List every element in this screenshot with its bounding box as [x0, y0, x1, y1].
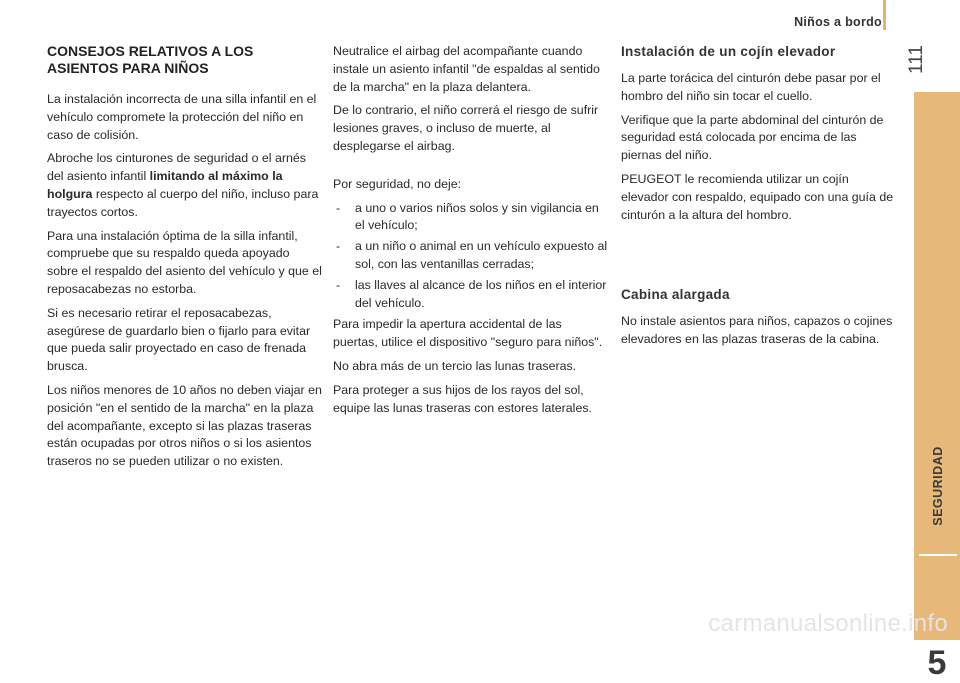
chapter-title: Niños a bordo [794, 15, 882, 29]
paragraph: La instalación incorrecta de una silla infantil en el vehículo compromete la protección del niño en caso de colisión. [47, 92, 317, 142]
column-3 [621, 43, 897, 355]
section-tab-number: 5 [927, 644, 947, 682]
paragraph: Verifique que la parte abdominal del cinturón de seguridad está colocada por encima de las piernas del niño. [621, 112, 884, 163]
paragraph: De lo contrario, el niño correrá el riesgo de sufrir lesiones graves, o incluso de muerte, al desplegarse el airbag. [333, 103, 599, 153]
section-tab [914, 92, 960, 682]
paragraph: Para proteger a sus hijos de los rayos del sol, equipe las lunas traseras con estores laterales. [333, 382, 592, 415]
paragraph [47, 150, 323, 221]
list-item: - a un niño o animal en un vehículo expuesto al sol, con las ventanillas cerradas; [333, 238, 609, 274]
paragraph: Para impedir la apertura accidental de las puertas, utilice el dispositivo "seguro para niños". [333, 317, 603, 350]
paragraph: La parte torácica del cinturón debe pasar por el hombro del niño sin tocar el cuello. [621, 71, 881, 103]
paragraph: Por seguridad, no deje: [333, 176, 462, 191]
section-tab-divider [919, 554, 957, 556]
paragraph: Si es necesario retirar el reposacabezas, asegúrese de guardarlo bien o fijarlo para evitar que pueda salir proyectado en caso de frenada brusca. [47, 305, 311, 374]
paragraph: No abra más de un tercio las lunas traseras. [333, 358, 577, 373]
column-1 [47, 43, 323, 477]
paragraph: PEUGEOT le recomienda utilizar un cojín elevador con respaldo, equipado con una guía de cinturón a la altura del hombro. [621, 171, 894, 222]
paragraph: Para una instalación óptima de la silla infantil, compruebe que su respaldo queda apoyado sobre el respaldo del asiento del vehículo y que el reposacabezas no estorba. [47, 228, 322, 296]
subsection-heading: Cabina alargada [621, 287, 730, 303]
paragraph: No instale asientos para niños, capazos o cojines elevadores en las plazas traseras de la cabina. [621, 314, 893, 347]
emphasis-text: limitando al máximo la holgura [47, 169, 283, 201]
subsection-heading: Instalación de un cojín elevador [621, 44, 836, 59]
list-item: - las llaves al alcance de los niños en el interior del vehículo. [333, 277, 609, 313]
paragraph: Los niños menores de 10 años no deben viajar en posición "en el sentido de la marcha" en la plaza del acompañante, excepto si las plazas traseras están ocupadas por otros niños o si los asientos traseros no se pueden utilizar o no existen. [47, 382, 322, 469]
warning-list [333, 200, 609, 313]
section-tab-label: SEGURIDAD [931, 446, 945, 526]
watermark: carmanualsonline.info [708, 610, 948, 637]
paragraph-text: Abroche los cinturones de seguridad o el arnés del asiento infantil [47, 151, 306, 184]
list-item: - a uno o varios niños solos y sin vigilancia en el vehículo; [333, 200, 609, 236]
header-accent-line [883, 0, 886, 30]
column-2 [333, 43, 609, 423]
paragraph: Neutralice el airbag del acompañante cuando instale un asiento infantil "de espaldas al sentido de la marcha" en la plaza delantera. [333, 44, 600, 94]
paragraph-text: respecto al cuerpo del niño, incluso para trayectos cortos. [47, 186, 319, 219]
page-number: 111 [906, 45, 927, 74]
section-heading: CONSEJOS RELATIVOS A LOS ASIENTOS PARA NIÑOS [47, 43, 254, 76]
